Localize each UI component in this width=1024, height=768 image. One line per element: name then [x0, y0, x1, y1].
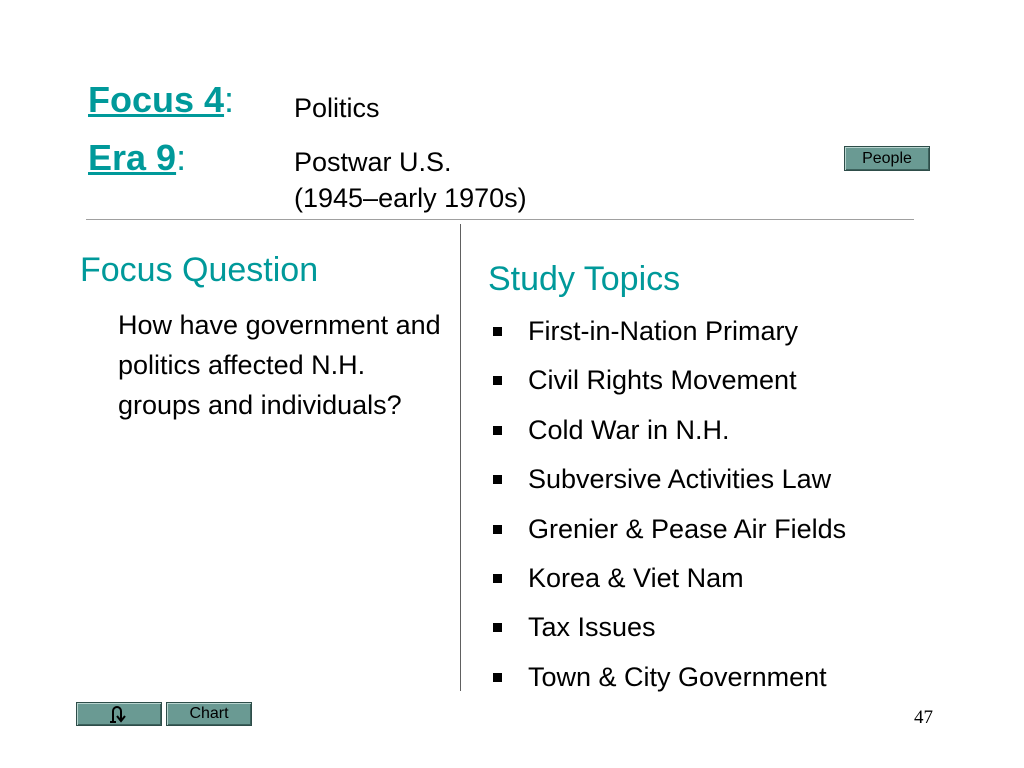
people-button[interactable]: People	[844, 146, 930, 171]
focus-value: Politics	[294, 93, 380, 123]
page-number: 47	[914, 707, 933, 728]
bullet-icon	[493, 475, 502, 484]
list-item	[490, 356, 846, 405]
list-item	[490, 307, 846, 356]
era-value	[294, 146, 527, 214]
topic-label: Grenier & Pease Air Fields	[528, 513, 847, 544]
focus-heading	[88, 79, 235, 120]
back-button[interactable]	[76, 702, 162, 726]
focus-question-text: How have government and politics affected N.H. groups and individuals?	[118, 310, 441, 420]
bullet-icon	[493, 673, 502, 682]
header-divider	[86, 219, 914, 220]
bullet-icon	[493, 623, 502, 632]
topic-label: Civil Rights Movement	[528, 365, 797, 396]
era-heading	[88, 137, 187, 178]
bullet-icon	[493, 327, 502, 336]
era-link[interactable]: Era 9	[88, 137, 177, 178]
era-value-line1: Postwar U.S.	[294, 147, 452, 177]
topic-label: Tax Issues	[528, 612, 656, 643]
era-colon: :	[176, 137, 187, 178]
focus-question-title: Focus Question	[80, 251, 319, 289]
list-item	[490, 455, 846, 504]
study-topics-list	[490, 307, 846, 702]
focus-colon: :	[224, 79, 235, 120]
topic-label: First-in-Nation Primary	[528, 316, 799, 346]
bullet-icon	[493, 525, 502, 534]
era-value-line2: (1945–early 1970s)	[294, 183, 527, 213]
list-item	[490, 603, 846, 652]
topic-label: Korea & Viet Nam	[528, 562, 744, 593]
list-item	[490, 505, 846, 554]
return-arrow-icon	[108, 704, 130, 724]
list-item	[490, 653, 846, 702]
list-item	[490, 554, 846, 603]
chart-button[interactable]: Chart	[166, 702, 252, 726]
topic-label: Town & City Government	[528, 661, 827, 692]
bullet-icon	[493, 376, 502, 385]
list-item	[490, 406, 846, 455]
focus-link[interactable]: Focus 4	[88, 79, 225, 120]
topic-label: Subversive Activities Law	[528, 464, 832, 495]
study-topics-title: Study Topics	[488, 260, 681, 298]
topic-label: Cold War in N.H.	[528, 414, 730, 445]
column-divider	[460, 224, 461, 691]
bullet-icon	[493, 426, 502, 435]
bullet-icon	[493, 574, 502, 583]
